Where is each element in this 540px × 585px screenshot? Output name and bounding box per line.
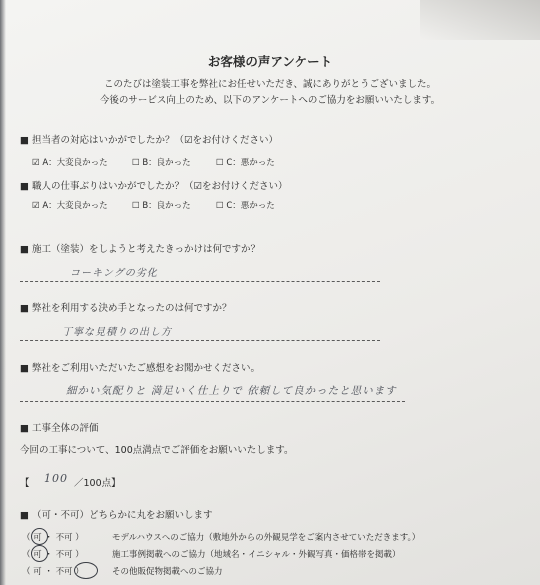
answer-line [20,401,405,402]
score-bracket-open: 【 [20,478,30,489]
question-impressions: ■ 弊社をご利用いただいたご感想をお聞かせください。 [20,363,260,374]
intro-line-2: 今後のサービス向上のため、以下のアンケートへのご協力をお願いいたします。 [99,95,441,106]
score-value[interactable]: 100 [44,472,68,485]
question-trigger: ■ 施工（塗装）をしようと考えたきっかけは何ですか？ [20,244,260,255]
question-decision-factor: ■ 弊社を利用する決め手となったのは何ですか？ [20,303,232,314]
permission-choice[interactable]: （ 可 ・ 不可 ） [22,567,84,577]
answer-decision-factor: 丁寧な見積りの出し方 [62,327,172,338]
q1-option-a[interactable]: ☑ A：大変良かった [32,158,108,168]
permission-choice[interactable]: （ 可 ・ 不可 ） [22,550,84,560]
answer-impressions: 細かい気配りと 満足いく仕上りで 依頼して良かったと思います [66,385,397,397]
q1-option-b[interactable]: ☐ B：良かった [132,158,191,168]
circled-yes-mark [31,528,48,545]
survey-title: お客様の声アンケート [207,54,333,69]
question-staff-response: ■ 担当者の対応はいかがでしたか？（☑をお付けください） [20,135,279,146]
paper-fold-shadow [420,0,540,40]
permission-case-study: 施工事例掲載へのご協力（地域名・イニシャル・外観写真・価格帯を掲載） [112,550,401,560]
q2-option-c[interactable]: ☐ C：悪かった [216,201,275,211]
q2-option-a[interactable]: ☑ A：大変良かった [32,201,108,211]
q2-option-b[interactable]: ☐ B：良かった [132,201,191,211]
overall-evaluation-heading: ■ 工事全体の評価 [20,423,99,434]
answer-trigger: コーキングの劣化 [70,268,158,279]
permission-choice[interactable]: （ 可 ・ 不可 ） [22,533,84,543]
permission-heading: ■ （可・不可）どちらかに丸をお願いします [20,510,213,521]
score-unit: ／100点】 [74,478,121,489]
circled-no-mark [74,562,98,579]
permission-promo-materials: その他販促物掲載へのご協力 [112,567,223,577]
answer-line [20,340,380,341]
answer-line [20,281,380,282]
overall-evaluation-description: 今回の工事について、100点満点でご評価をお願いいたします。 [20,445,294,456]
question-craftsman-work: ■ 職人の仕事ぶりはいかがでしたか？（☑をお付けください） [20,181,288,192]
q1-option-c[interactable]: ☐ C：悪かった [216,158,275,168]
intro-line-1: このたびは塗装工事を弊社にお任せいただき、誠にありがとうございました。 [103,79,437,90]
permission-model-house: モデルハウスへのご協力（敷地外からの外観見学をご案内させていただきます。） [112,533,421,543]
circled-yes-mark [31,545,48,562]
